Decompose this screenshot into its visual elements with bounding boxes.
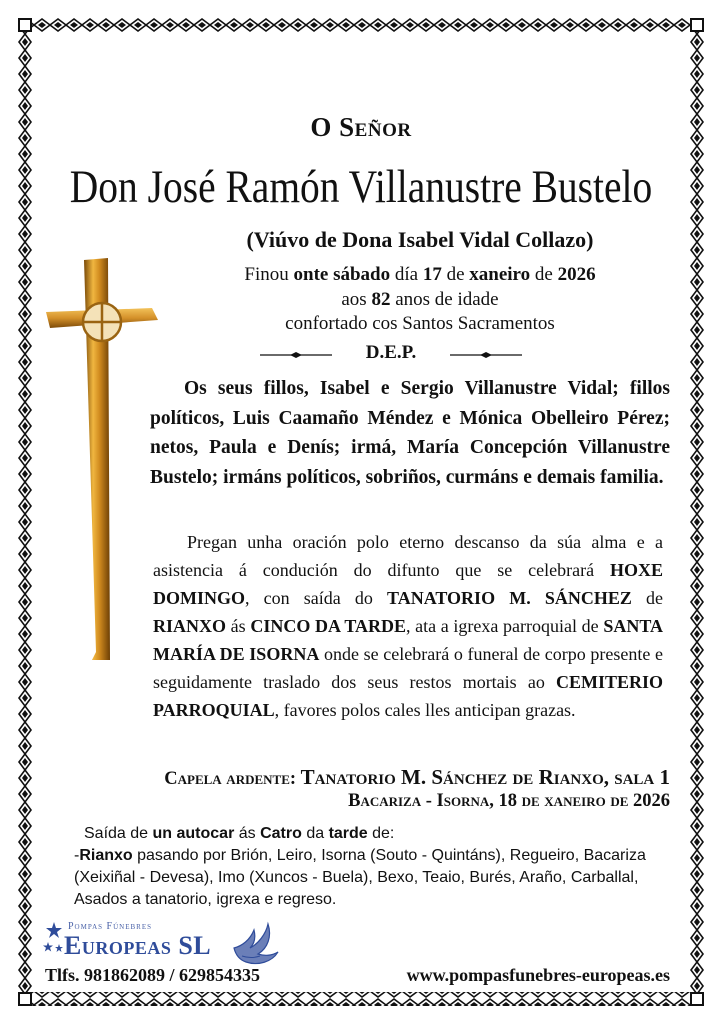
bus-info: Saída de un autocar ás Catro da tarde de: -Rianxo pasando por Brión, Leiro, Isorna (Souto - Quintáns), Regueiro, Bacariza (Xeixiñal - Devesa), Imo (Xuncos - Buela), Bexo, Teaio, Burés, Araño, Carballal, Asados a tanatorio, igrexa e regreso. — [74, 825, 646, 908]
chapel-line — [164, 765, 670, 790]
death-line: Finou onte sábado día 17 de xaneiro de 2026 — [244, 264, 596, 285]
chapel-value: Tanatorio M. Sánchez de Rianxo, sala 1 — [300, 765, 670, 789]
ornament-right-icon — [450, 352, 522, 358]
widow-line: (Viúvo de Dona Isabel Vidal Collazo) — [246, 227, 594, 252]
dep-text: D.E.P. — [365, 342, 417, 363]
age-line: aos 82 anos de idade — [341, 289, 499, 310]
dove-icon — [228, 918, 284, 970]
dep-divider — [260, 342, 522, 366]
phone-numbers: Tlfs. 981862089 / 629854335 — [45, 965, 261, 985]
heading: O Señor — [310, 112, 412, 142]
comfort-line: confortado cos Santos Sacramentos — [285, 313, 555, 334]
company-logo: Pompas Fúnebres Europeas SL — [42, 918, 292, 970]
family-paragraph — [150, 374, 670, 492]
chapel-label: Capela ardente: — [164, 769, 297, 789]
deceased-name: Don José Ramón Villanustre Bustelo — [69, 161, 653, 213]
family-text: Os seus fillos, Isabel e Sergio Villanustre Vidal; fillos políticos, Luis Caamaño Méndez e Mónica Obelleiro Pérez; netos, Paula e Denís; irmá, María Concepción Villanustre Bustelo; irmáns políticos, sobriños, curmáns e demais familia. — [150, 378, 670, 488]
star-icon — [42, 920, 66, 960]
prayer-paragraph: Pregan unha oración polo eterno descanso da súa alma e a asistencia á condución do difunto que se celebrará HOXE DOMINGO, con saída do TANATORIO M. SÁNCHEZ de RIANXO ás CINCO DA TARDE, ata a igrexa parroquial de SANTA MARÍA DE ISORNA onde se celebrará o funeral de corpo presente e seguidamente traslado dos seus restos mortais ao CEMITERIO PARROQUIAL, favores polos cales lles anticipan grazas. — [153, 532, 664, 720]
website-link[interactable]: www.pompasfunebres-europeas.es — [406, 965, 670, 985]
place-date: Bacariza - Isorna, 18 de xaneiro de 2026 — [348, 791, 670, 811]
